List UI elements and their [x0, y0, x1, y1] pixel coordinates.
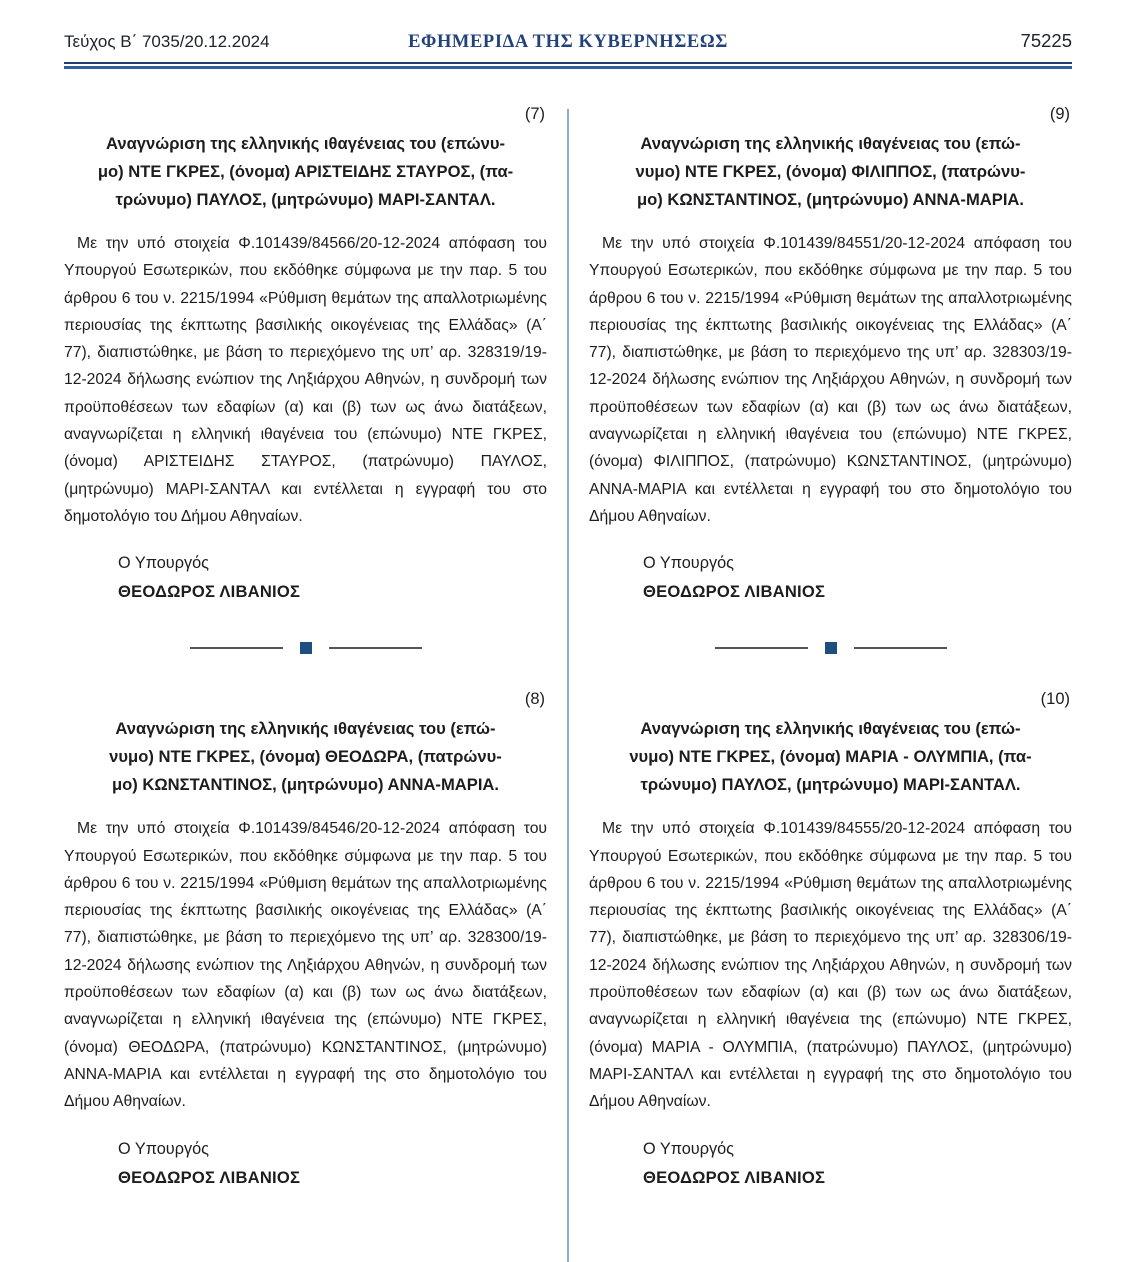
decree-number: (9) [1049, 105, 1070, 123]
separator-line [329, 647, 422, 649]
signer-name: ΘΕΟΔΩΡΟΣ ΛΙΒΑΝΙΟΣ [643, 1167, 826, 1187]
decree-title-line: Αναγνώριση της ελληνικής ιθαγένειας του (επώ- [640, 134, 1021, 153]
page-header [0, 0, 1136, 53]
decree-title-line: Αναγνώριση της ελληνικής ιθαγένειας του (επώ- [640, 719, 1021, 739]
decree-title-line: μο) ΚΩΝΣΤΑΝΤΙΝΟΣ, (μητρώνυμο) ΑΝΝΑ-ΜΑΡΙΑ. [111, 775, 500, 795]
decree-body: Με την υπό στοιχεία Φ.101439/84566/20-12-2024 απόφαση του Υπουργού Εσωτερικών, που εκδόθηκε σύμφωνα με την παρ. 5 του άρθρου 6 του ν. 2215/1994 «Ρύθμιση θεμάτων της απαλλοτριωμένης περιουσίας της έκπτωτης βασιλικής οικογένειας της Ελλάδας» (Α΄ 77), διαπιστώθηκε, με βάση το περιεχόμενο της υπ’ αρ. 328319/19-12-2024 δήλωσης ενώπιον της Ληξιάρχου Αθηνών, η συνδρομή των προϋποθέσεων των εδαφίων (α) και (β) των ως άνω διατάξεων, αναγνωρίζεται η ελληνική ιθαγένεια του (επώνυμο) ΝΤΕ ΓΚΡΕΣ, (όνομα) ΑΡΙΣΤΕΙΔΗΣ ΣΤΑΥΡΟΣ, (πατρώνυμο) ΠΑΥΛΟΣ, (μητρώνυμο) ΜΑΡΙ-ΣΑΝΤΑΛ και εντέλλεται η εγγραφή του στο δημοτολόγιο του Δήμου Αθηναίων. [64, 235, 547, 525]
decree-section-8 [64, 690, 547, 1187]
signature-block [643, 1140, 1072, 1188]
decree-title-line: τρώνυμο) ΠΑΥΛΟΣ, (μητρώνυμο) ΜΑΡΙ-ΣΑΝΤΑΛ. [115, 190, 496, 209]
decree-number: (7) [524, 105, 545, 123]
decree-title-line: μο) ΚΩΝΣΤΑΝΤΙΝΟΣ, (μητρώνυμο) ΑΝΝΑ-ΜΑΡΙΑ. [636, 190, 1025, 209]
decree-title-line: νυμο) ΝΤΕ ΓΚΡΕΣ, (όνομα) ΘΕΟΔΩΡΑ, (πατρώνυ- [109, 747, 502, 767]
signer-name: ΘΕΟΔΩΡΟΣ ΛΙΒΑΝΙΟΣ [118, 1167, 301, 1187]
section-separator [64, 642, 547, 654]
decree-section-7 [64, 105, 547, 602]
decree-section-10 [589, 690, 1072, 1187]
decree-number: (8) [524, 690, 545, 709]
issue-label: Τεύχος Β΄ 7035/20.12.2024 [64, 32, 270, 51]
decree-section-9 [589, 105, 1072, 602]
decree-title-line: τρώνυμο) ΠΑΥΛΟΣ, (μητρώνυμο) ΜΑΡΙ-ΣΑΝΤΑΛ. [640, 775, 1021, 795]
separator-square-icon [825, 642, 837, 654]
decree-body: Με την υπό στοιχεία Φ.101439/84551/20-12-2024 απόφαση του Υπουργού Εσωτερικών, που εκδόθηκε σύμφωνα με την παρ. 5 του άρθρου 6 του ν. 2215/1994 «Ρύθμιση θεμάτων της απαλλοτριωμένης περιουσίας της έκπτωτης βασιλικής οικογένειας της Ελλάδας» (Α΄ 77), διαπιστώθηκε, με βάση το περιεχόμενο της υπ’ αρ. 328303/19-12-2024 δήλωσης ενώπιον της Ληξιάρχου Αθηνών, η συνδρομή των προϋποθέσεων των εδαφίων (α) και (β) των ως άνω διατάξεων, αναγνωρίζεται η ελληνική ιθαγένεια του (επώνυμο) ΝΤΕ ΓΚΡΕΣ, (όνομα) ΦΙΛΙΠΠΟΣ, (πατρώνυμο) ΚΩΝΣΤΑΝΤΙΝΟΣ, (μητρώνυμο) ΑΝΝΑ-ΜΑΡΙΑ και εντέλλεται η εγγραφή του στο δημοτολόγιο του Δήμου Αθηναίων. [589, 235, 1072, 525]
separator-square-icon [300, 642, 312, 654]
decree-number: (10) [1040, 690, 1070, 709]
header-rule [64, 62, 1072, 69]
decree-title-line: νυμο) ΝΤΕ ΓΚΡΕΣ, (όνομα) ΜΑΡΙΑ - ΟΛΥΜΠΙΑ, (πα- [629, 747, 1032, 767]
masthead-title: ΕΦΗΜΕΡΙΔΑ ΤΗΣ ΚΥΒΕΡΝΗΣΕΩΣ [408, 32, 728, 52]
separator-line [715, 647, 808, 649]
decree-title-line: Αναγνώριση της ελληνικής ιθαγένειας του (επώ- [115, 719, 496, 739]
decree-title [66, 715, 545, 799]
right-column [589, 105, 1072, 1262]
signer-title: Ο Υπουργός [643, 554, 735, 573]
signer-title: Ο Υπουργός [643, 1139, 735, 1158]
decree-title [591, 130, 1070, 214]
signer-name: ΘΕΟΔΩΡΟΣ ΛΙΒΑΝΙΟΣ [643, 582, 826, 602]
decree-body: Με την υπό στοιχεία Φ.101439/84555/20-12-2024 απόφαση του Υπουργού Εσωτερικών, που εκδόθηκε σύμφωνα με την παρ. 5 του άρθρου 6 του ν. 2215/1994 «Ρύθμιση θεμάτων της απαλλοτριωμένης περιουσίας της έκπτωτης βασιλικής οικογένειας της Ελλάδας» (Α΄ 77), διαπιστώθηκε, με βάση το περιεχόμενο της υπ’ αρ. 328306/19-12-2024 δήλωσης ενώπιον της Ληξιάρχου Αθηνών, η συνδρομή των προϋποθέσεων των εδαφίων (α) και (β) των ως άνω διατάξεων, αναγνωρίζεται η ελληνική ιθαγένεια της (επώνυμο) ΝΤΕ ΓΚΡΕΣ, (όνομα) ΜΑΡΙΑ - ΟΛΥΜΠΙΑ, (πατρώνυμο) ΠΑΥΛΟΣ, (μητρώνυμο) ΜΑΡΙ-ΣΑΝΤΑΛ και εντέλλεται η εγγραφή της στο δημοτολόγιο του Δήμου Αθηναίων. [589, 820, 1072, 1111]
column-divider-line [567, 109, 569, 1262]
decree-title [591, 715, 1070, 799]
signer-title: Ο Υπουργός [118, 554, 210, 573]
two-column-layout [0, 69, 1136, 1262]
decree-title-line: Αναγνώριση της ελληνικής ιθαγένειας του (επώνυ- [105, 134, 506, 153]
decree-title [66, 130, 545, 214]
left-column [64, 105, 547, 1262]
decree-title-line: μο) ΝΤΕ ΓΚΡΕΣ, (όνομα) ΑΡΙΣΤΕΙΔΗΣ ΣΤΑΥΡΟΣ, (πα- [97, 162, 514, 181]
decree-body: Με την υπό στοιχεία Φ.101439/84546/20-12-2024 απόφαση του Υπουργού Εσωτερικών, που εκδόθηκε σύμφωνα με την παρ. 5 του άρθρου 6 του ν. 2215/1994 «Ρύθμιση θεμάτων της απαλλοτριωμένης περιουσίας της έκπτωτης βασιλικής οικογένειας της Ελλάδας» (Α΄ 77), διαπιστώθηκε, με βάση το περιεχόμενο της υπ’ αρ. 328300/19-12-2024 δήλωσης ενώπιον της Ληξιάρχου Αθηνών, η συνδρομή των προϋποθέσεων των εδαφίων (α) και (β) των ως άνω διατάξεων, αναγνωρίζεται η ελληνική ιθαγένεια της (επώνυμο) ΝΤΕ ΓΚΡΕΣ, (όνομα) ΘΕΟΔΩΡΑ, (πατρώνυμο) ΚΩΝΣΤΑΝΤΙΝΟΣ, (μητρώνυμο) ΑΝΝΑ-ΜΑΡΙΑ και εντέλλεται η εγγραφή της στο δημοτολόγιο του Δήμου Αθηναίων. [64, 820, 547, 1111]
signature-block [118, 1140, 547, 1188]
signer-title: Ο Υπουργός [118, 1139, 210, 1158]
separator-line [190, 647, 283, 649]
signer-name: ΘΕΟΔΩΡΟΣ ΛΙΒΑΝΙΟΣ [118, 582, 301, 602]
decree-title-line: νυμο) ΝΤΕ ΓΚΡΕΣ, (όνομα) ΦΙΛΙΠΠΟΣ, (πατρώνυ- [635, 162, 1026, 181]
separator-line [854, 647, 947, 649]
section-separator [589, 642, 1072, 654]
signature-block [118, 554, 547, 602]
signature-block [643, 554, 1072, 602]
page-number: 75225 [1020, 30, 1072, 51]
